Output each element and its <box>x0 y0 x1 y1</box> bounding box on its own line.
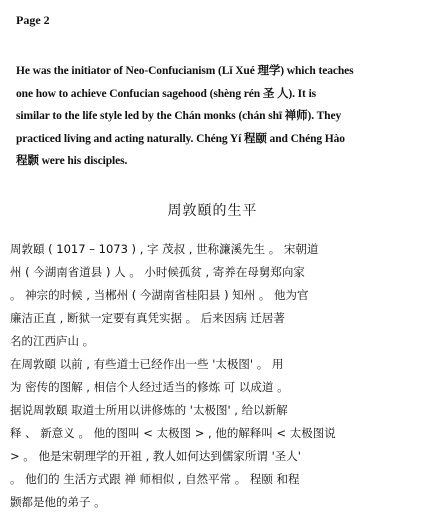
chinese-line: 在周敦頤 以前 , 有些道士已经作出一些 '太极图' 。 用 <box>10 357 284 371</box>
page-number-label: Page 2 <box>16 13 50 27</box>
english-line: He was the initiator of Neo-Confucianism (Lǐ Xué 理学) which teaches <box>16 65 354 77</box>
chinese-line: 名的江西庐山 。 <box>10 334 95 348</box>
english-line: practiced living and acting naturally. Chéng Yí 程颐 and Chéng Hào <box>16 132 345 145</box>
chinese-line: 。 他们的 生活方式跟 禅 师相似 , 自然平常 。 程颐 和程 <box>10 472 300 486</box>
chinese-line: 廉洁正直 , 断狱一定要有真凭实据 。 后来因病 迁居著 <box>10 311 285 325</box>
english-line: similar to the life style led by the Chán monks (chán shī 禅师). They <box>16 110 342 122</box>
chinese-line: 州 ( 今湖南省道县 ) 人 。 小时候孤贫 , 寄养在母舅郑向家 <box>10 265 305 279</box>
chinese-paragraph-taiji <box>10 353 415 514</box>
chinese-line: 释 、 新意义 。 他的图叫 < 太极图 > , 他的解释叫 < 太极图说 <box>10 426 336 440</box>
chinese-paragraph-biography <box>10 238 415 353</box>
english-paragraph <box>16 60 416 173</box>
chinese-line: 。 神宗的时候 , 当郴州 ( 今湖南省桂阳县 ) 知州 。 他为官 <box>10 288 309 302</box>
chinese-line: 为 密传的图解 , 相信个人经过适当的修炼 可 以成道 。 <box>10 380 289 394</box>
chinese-line: 周敦頤 ( 1017 – 1073 ) , 字 茂叔 , 世称濂溪先生 。 宋朝道 <box>10 242 319 256</box>
chinese-section-heading: 周敦頤的生平 <box>167 203 258 219</box>
chinese-line: 据说周敦頤 取道士所用以讲修炼的 '太极图' , 给以新解 <box>10 403 288 417</box>
english-line: one how to achieve Confucian sagehood (shèng rén 圣 人). It is <box>16 87 317 100</box>
english-line: 程颢 were his disciples. <box>16 155 128 167</box>
chinese-line: 颢都是他的弟子 。 <box>10 495 106 509</box>
chinese-line: > 。 他是宋朝理学的开祖 , 教人如何达到儒家所谓 '圣人' <box>10 449 301 463</box>
